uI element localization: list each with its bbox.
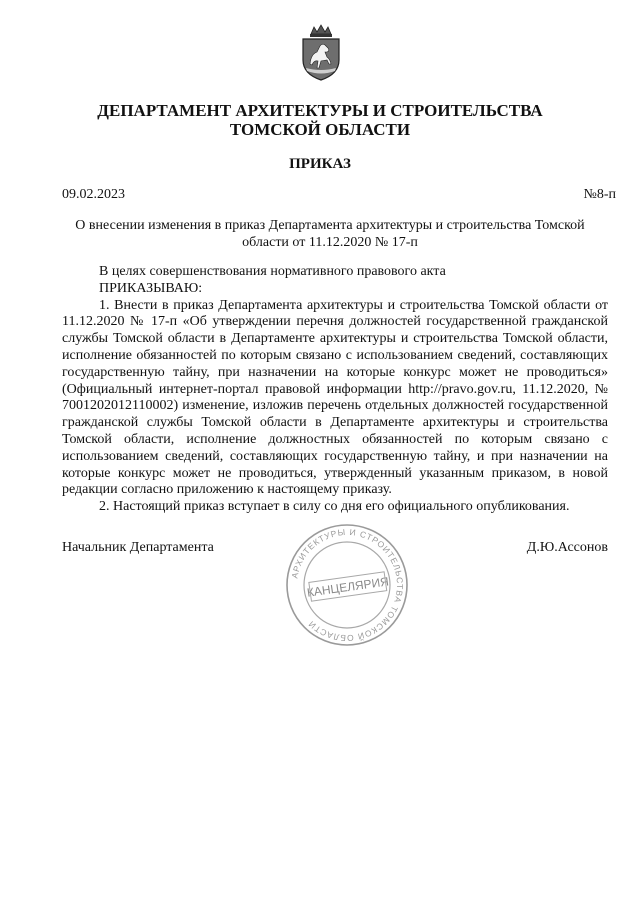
department-heading bbox=[0, 101, 640, 139]
svg-text:АРХИТЕКТУРЫ И СТРОИТЕЛЬСТВА ТО: АРХИТЕКТУРЫ И СТРОИТЕЛЬСТВА ТОМСКОЙ ОБЛАСТИ bbox=[289, 526, 406, 644]
intro-paragraph: В целях совершенствования нормативного правового акта bbox=[99, 264, 446, 279]
office-stamp-icon bbox=[282, 520, 412, 650]
order-item-1: 1. Внести в приказ Департамента архитектуры и строительства Томской области от 11.12.2020 № 17-п «Об утверждении перечня должностей государственной гражданской службы Томской области в Департаменте архитектуры и строительства Томской области, исполнение обязанностей по которым связано с использованием сведений, составляющих государственную тайну, при назначении на которые конкурс может не проводиться» (Официальный интернет-портал правовой информации http://pravo.gov.ru, 11.12.2020, № 7001202012110002) изменение, изложив перечень отдельных должностей государственной гражданской службы Томской области в Департаменте архитектуры и строительства Томской области, исполнение должностных обязанностей по которым связано с использованием сведений, составляющих государственную тайну, и при назначении на которые конкурс может не проводиться, утвержденный указанным приказом, в новой редакции согласно приложению к настоящему приказу. bbox=[62, 297, 608, 498]
signatory-name: Д.Ю.Ассонов bbox=[526, 540, 608, 555]
department-line-1: ДЕПАРТАМЕНТ АРХИТЕКТУРЫ И СТРОИТЕЛЬСТВА bbox=[97, 101, 543, 120]
order-item-2: 2. Настоящий приказ вступает в силу со дня его официального опубликования. bbox=[99, 499, 570, 515]
svg-text:КАНЦЕЛЯРИЯ: КАНЦЕЛЯРИЯ bbox=[306, 574, 390, 600]
department-line-2: ТОМСКОЙ ОБЛАСТИ bbox=[229, 120, 411, 139]
document-subject: О внесении изменения в приказ Департамента архитектуры и строительства Томской области от 11.12.2020 № 17-п bbox=[75, 218, 585, 250]
signatory-position: Начальник Департамента bbox=[62, 540, 214, 555]
coat-of-arms-icon bbox=[297, 24, 345, 82]
document-number: №8-п bbox=[583, 187, 616, 202]
document-date: 09.02.2023 bbox=[62, 187, 125, 202]
order-word: ПРИКАЗЫВАЮ: bbox=[99, 280, 203, 296]
document-title: ПРИКАЗ bbox=[289, 156, 351, 172]
document-body bbox=[62, 264, 608, 516]
